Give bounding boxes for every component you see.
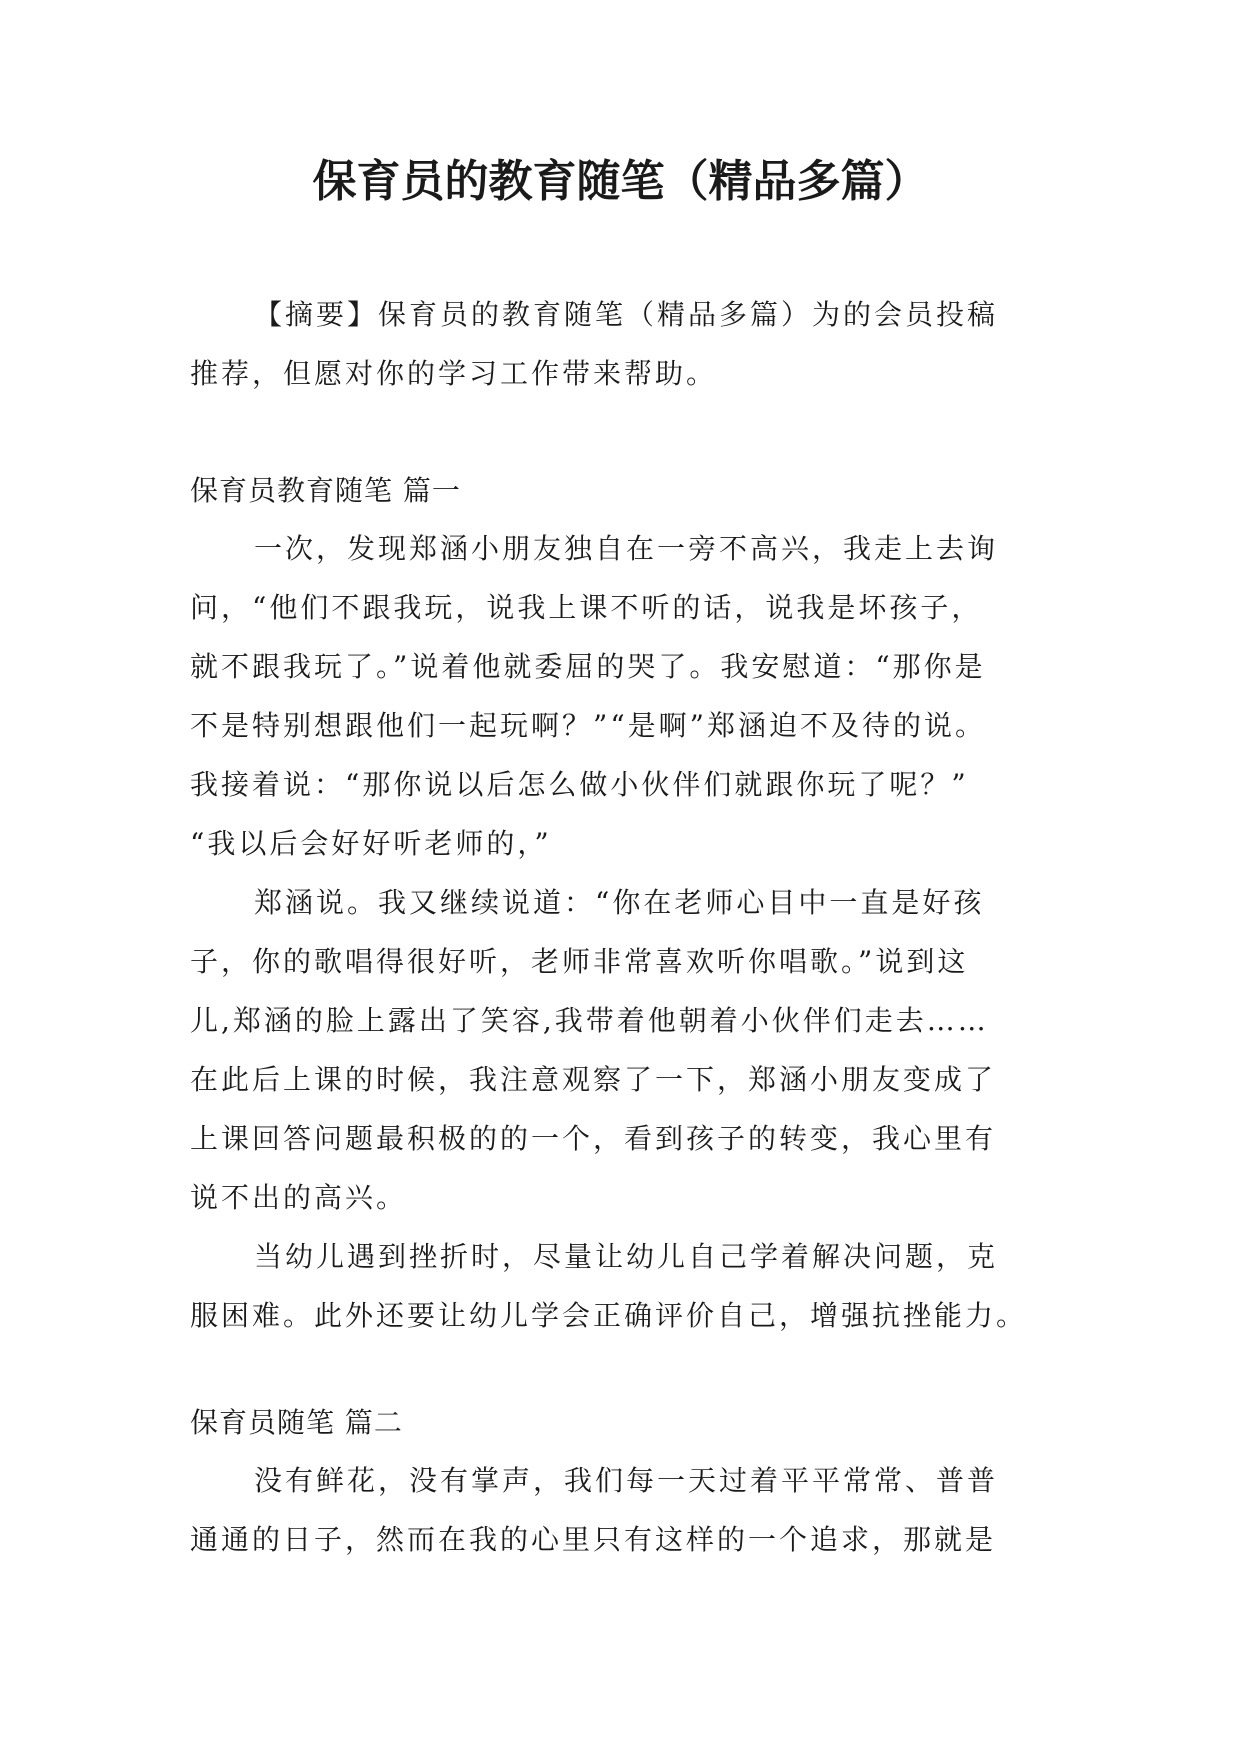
abstract-line: 【摘要】保育员的教育随笔（精品多篇）为的会员投稿 <box>254 298 999 331</box>
body-line: 通通的日子，然而在我的心里只有这样的一个追求，那就是 <box>190 1523 997 1556</box>
section-body-1 <box>190 519 1050 1345</box>
body-line: 服困难。此外还要让幼儿学会正确评价自己，增强抗挫能力。 <box>190 1299 1028 1332</box>
body-line: 郑涵说。我又继续说道：“你在老师心目中一直是好孩 <box>254 886 985 919</box>
body-line: 一次，发现郑涵小朋友独自在一旁不高兴，我走上去询 <box>254 532 999 565</box>
body-line: 我接着说：“那你说以后怎么做小伙伴们就跟你玩了呢？” <box>190 768 969 801</box>
body-line: 子，你的歌唱得很好听，老师非常喜欢听你唱歌。”说到这 <box>190 945 969 978</box>
body-line: 没有鲜花，没有掌声，我们每一天过着平平常常、普普 <box>254 1464 999 1497</box>
abstract-line: 推荐，但愿对你的学习工作带来帮助。 <box>190 357 718 390</box>
body-line: 上课回答问题最积极的的一个，看到孩子的转变，我心里有 <box>190 1122 997 1155</box>
body-line: 说不出的高兴。 <box>190 1181 408 1214</box>
section-heading-2: 保育员随笔 篇二 <box>190 1406 403 1439</box>
body-line: “我以后会好好听老师的，” <box>190 827 552 860</box>
body-line: 在此后上课的时候，我注意观察了一下，郑涵小朋友变成了 <box>190 1063 997 1096</box>
abstract-paragraph <box>190 285 1050 403</box>
body-line: 当幼儿遇到挫折时，尽量让幼儿自己学着解决问题，克 <box>254 1240 999 1273</box>
body-line: 儿,郑涵的脸上露出了笑容,我带着他朝着小伙伴们走去…… <box>190 1004 989 1037</box>
section-heading-1: 保育员教育随笔 篇一 <box>190 474 461 507</box>
body-line: 不是特别想跟他们一起玩啊？”“是啊”郑涵迫不及待的说。 <box>190 709 986 742</box>
section-body-2 <box>190 1451 1050 1569</box>
body-line: 就不跟我玩了。”说着他就委屈的哭了。我安慰道：“那你是 <box>190 650 986 683</box>
body-line: 问，“他们不跟我玩，说我上课不听的话，说我是坏孩子， <box>190 591 983 624</box>
document-title: 保育员的教育随笔（精品多篇） <box>312 156 929 207</box>
